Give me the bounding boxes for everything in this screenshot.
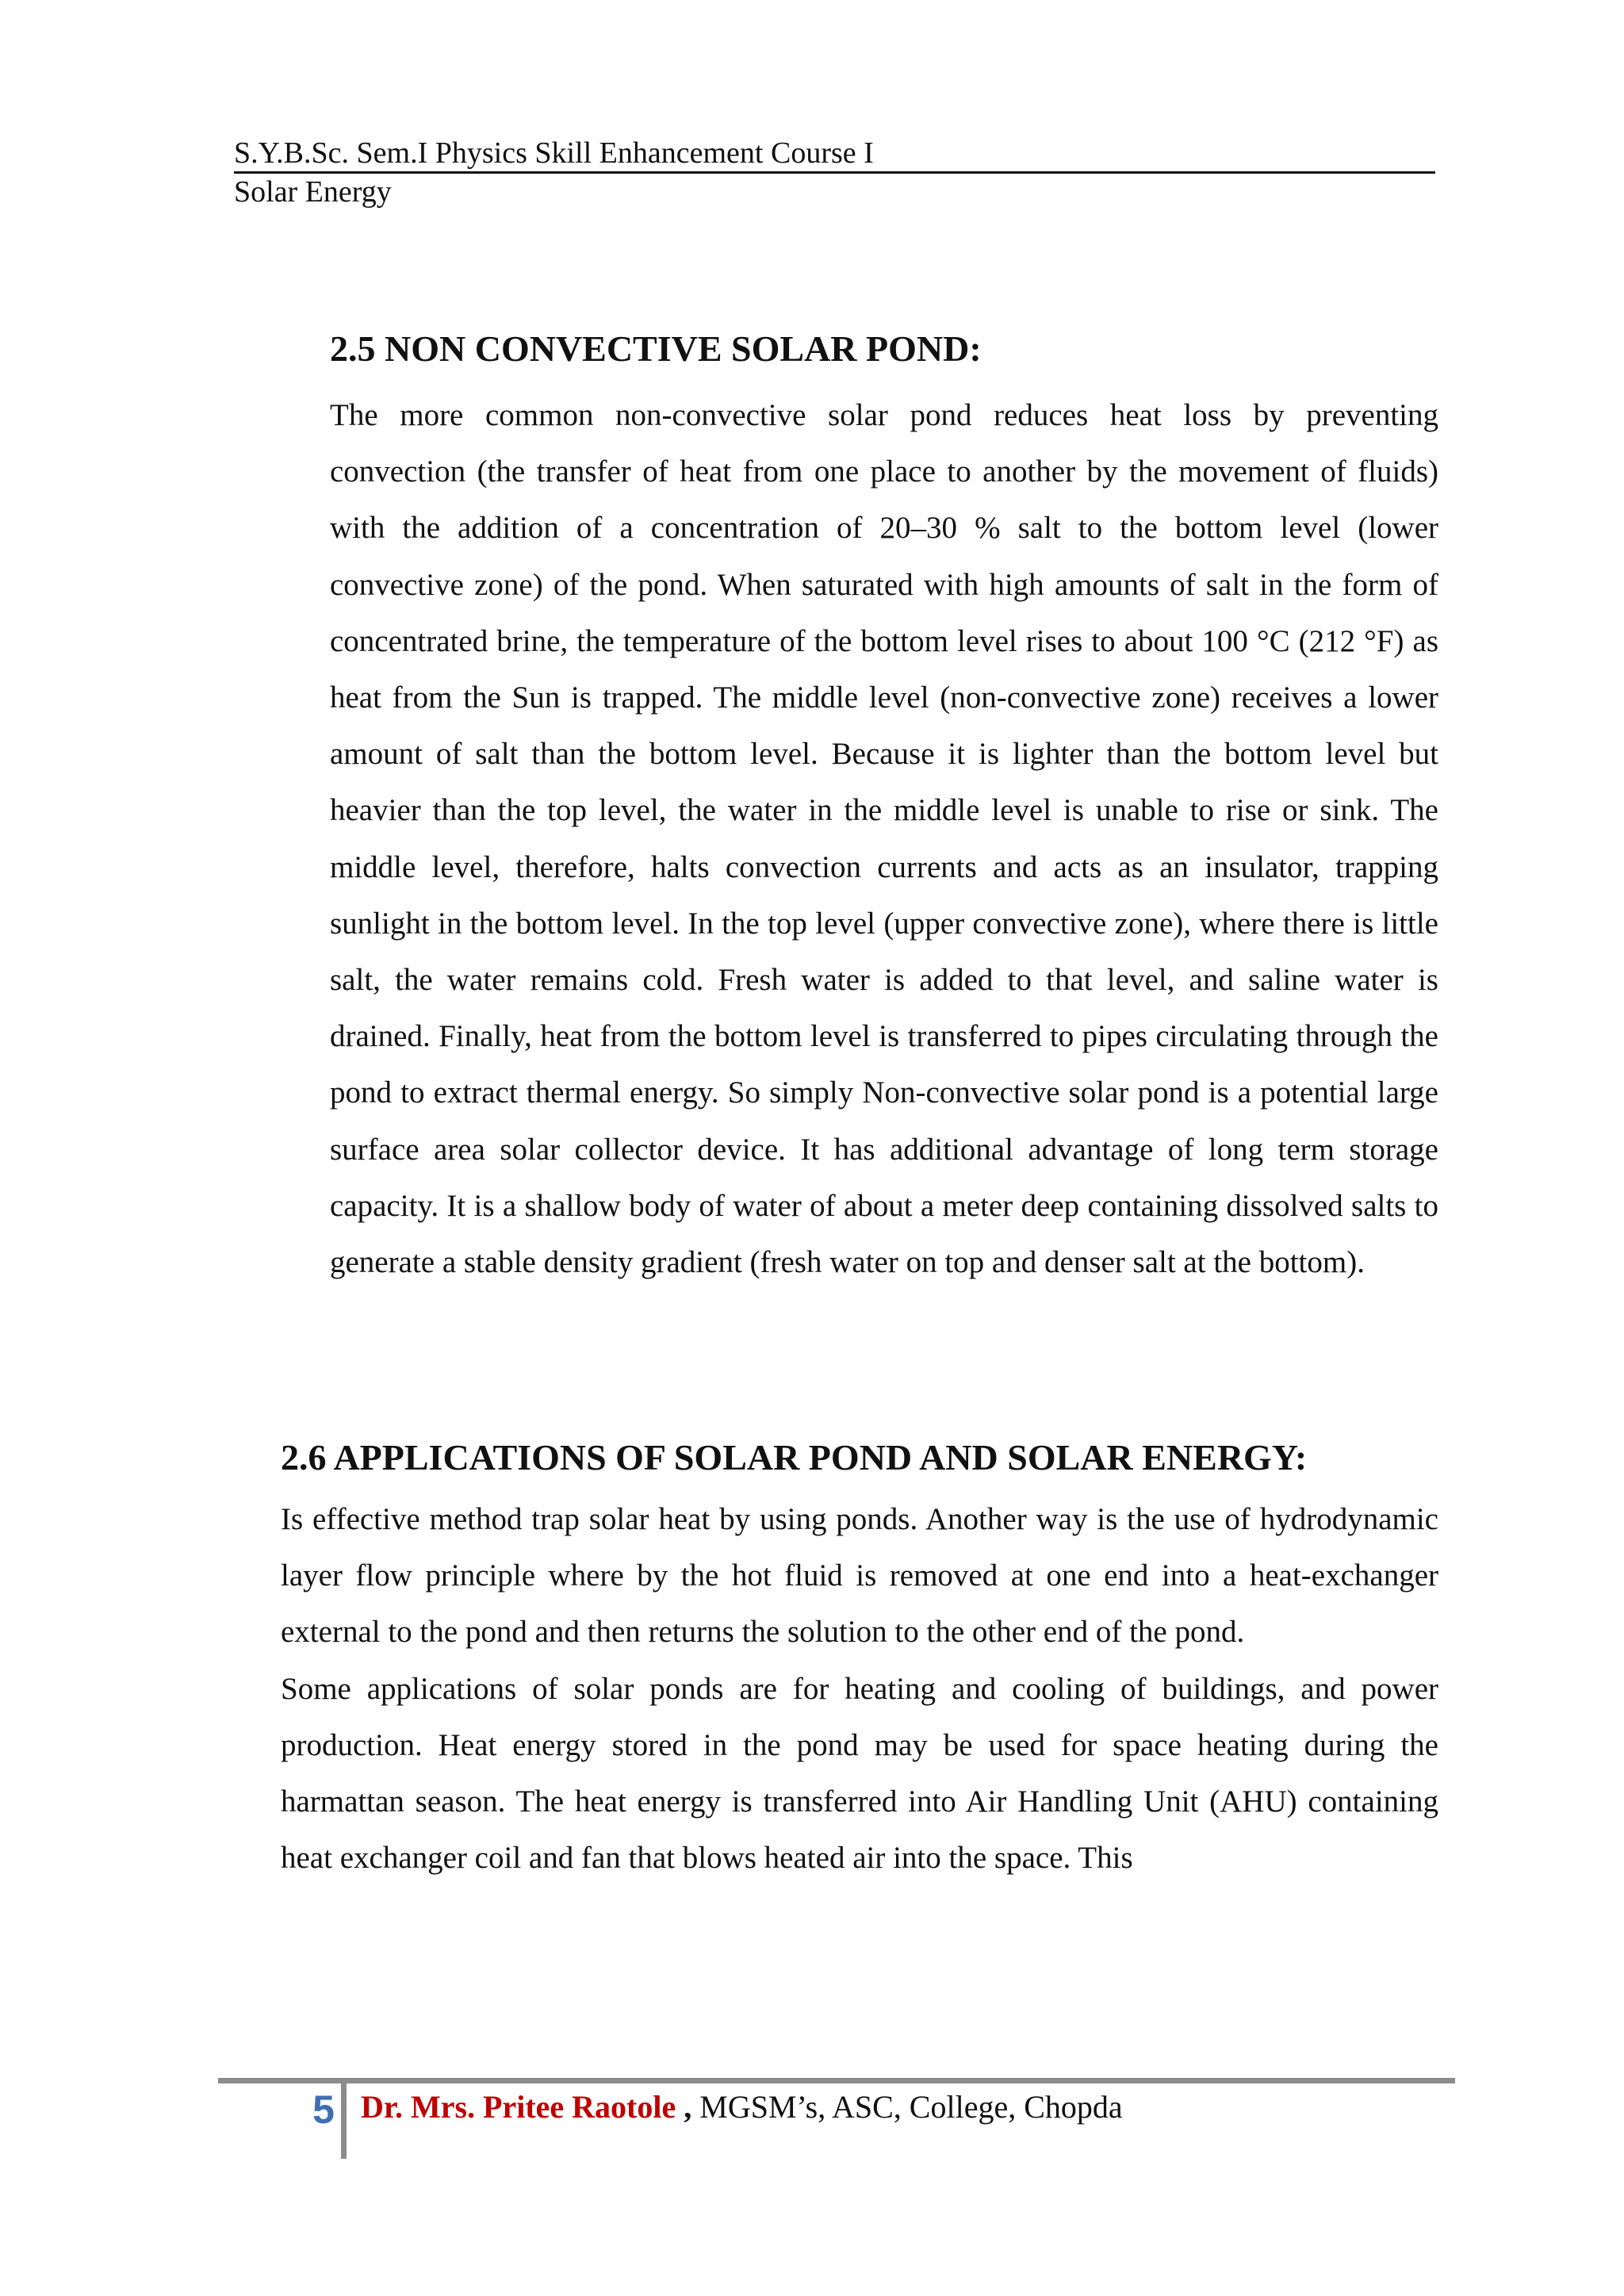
section-non-convective-solar-pond: [330, 325, 1438, 1290]
page-number: 5: [312, 2087, 335, 2132]
footer-divider: [341, 2081, 347, 2159]
paragraph: Some applications of solar ponds are for heating and cooling of buildings, and power production. Heat energy stored in the pond may be used for space heating during the harmattan season. The heat energy is transferred into Air Handling Unit (AHU) containing heat exchanger coil and fan that blows heated air into the space. This: [281, 1671, 1438, 1876]
footer-rule: [218, 2078, 1455, 2083]
affiliation: MGSM’s, ASC, College, Chopda: [691, 2089, 1123, 2125]
course-title: S.Y.B.Sc. Sem.I Physics Skill Enhancement Course I: [234, 135, 1435, 174]
footer-credit: [361, 2087, 1123, 2127]
section-applications: [281, 1434, 1438, 1886]
paragraph: Is effective method trap solar heat by using ponds. Another way is the use of hydrodynamic layer flow principle where by the hot fluid is removed at one end into a heat-exchanger external to the pond and then returns the solution to the other end of the pond.: [281, 1502, 1438, 1650]
running-header: [234, 135, 1435, 210]
topic-title: Solar Energy: [234, 175, 392, 209]
author-name: Dr. Mrs. Pritee Raotole: [361, 2089, 676, 2125]
section-heading: 2.5 NON CONVECTIVE SOLAR POND:: [330, 328, 982, 369]
author-separator: ,: [676, 2089, 692, 2125]
section-body: The more common non-convective solar pond reduces heat loss by preventing convection (the transfer of heat from one place to another by the movement of fluids) with the addition of a concentration of 20–30 % salt to the bottom level (lower convective zone) of the pond. When saturated with high amounts of salt in the form of concentrated brine, the temperature of the bottom level rises to about 100 °C (212 °F) as heat from the Sun is trapped. The middle level (non-convective zone) receives a lower amount of salt than the bottom level. Because it is lighter than the bottom level but heavier than the top level, the water in the middle level is unable to rise or sink. The middle level, therefore, halts convection currents and acts as an insulator, trapping sunlight in the bottom level. In the top level (upper convective zone), where there is little salt, the water remains cold. Fresh water is added to that level, and saline water is drained. Finally, heat from the bottom level is transferred to pipes circulating through the pond to extract thermal energy. So simply Non-convective solar pond is a potential large surface area solar collector device. It has additional advantage of long term storage capacity. It is a shallow body of water of about a meter deep containing dissolved salts to generate a stable density gradient (fresh water on top and denser salt at the bottom).: [330, 398, 1438, 1280]
section-heading: 2.6 APPLICATIONS OF SOLAR POND AND SOLAR ENERGY:: [281, 1437, 1308, 1478]
